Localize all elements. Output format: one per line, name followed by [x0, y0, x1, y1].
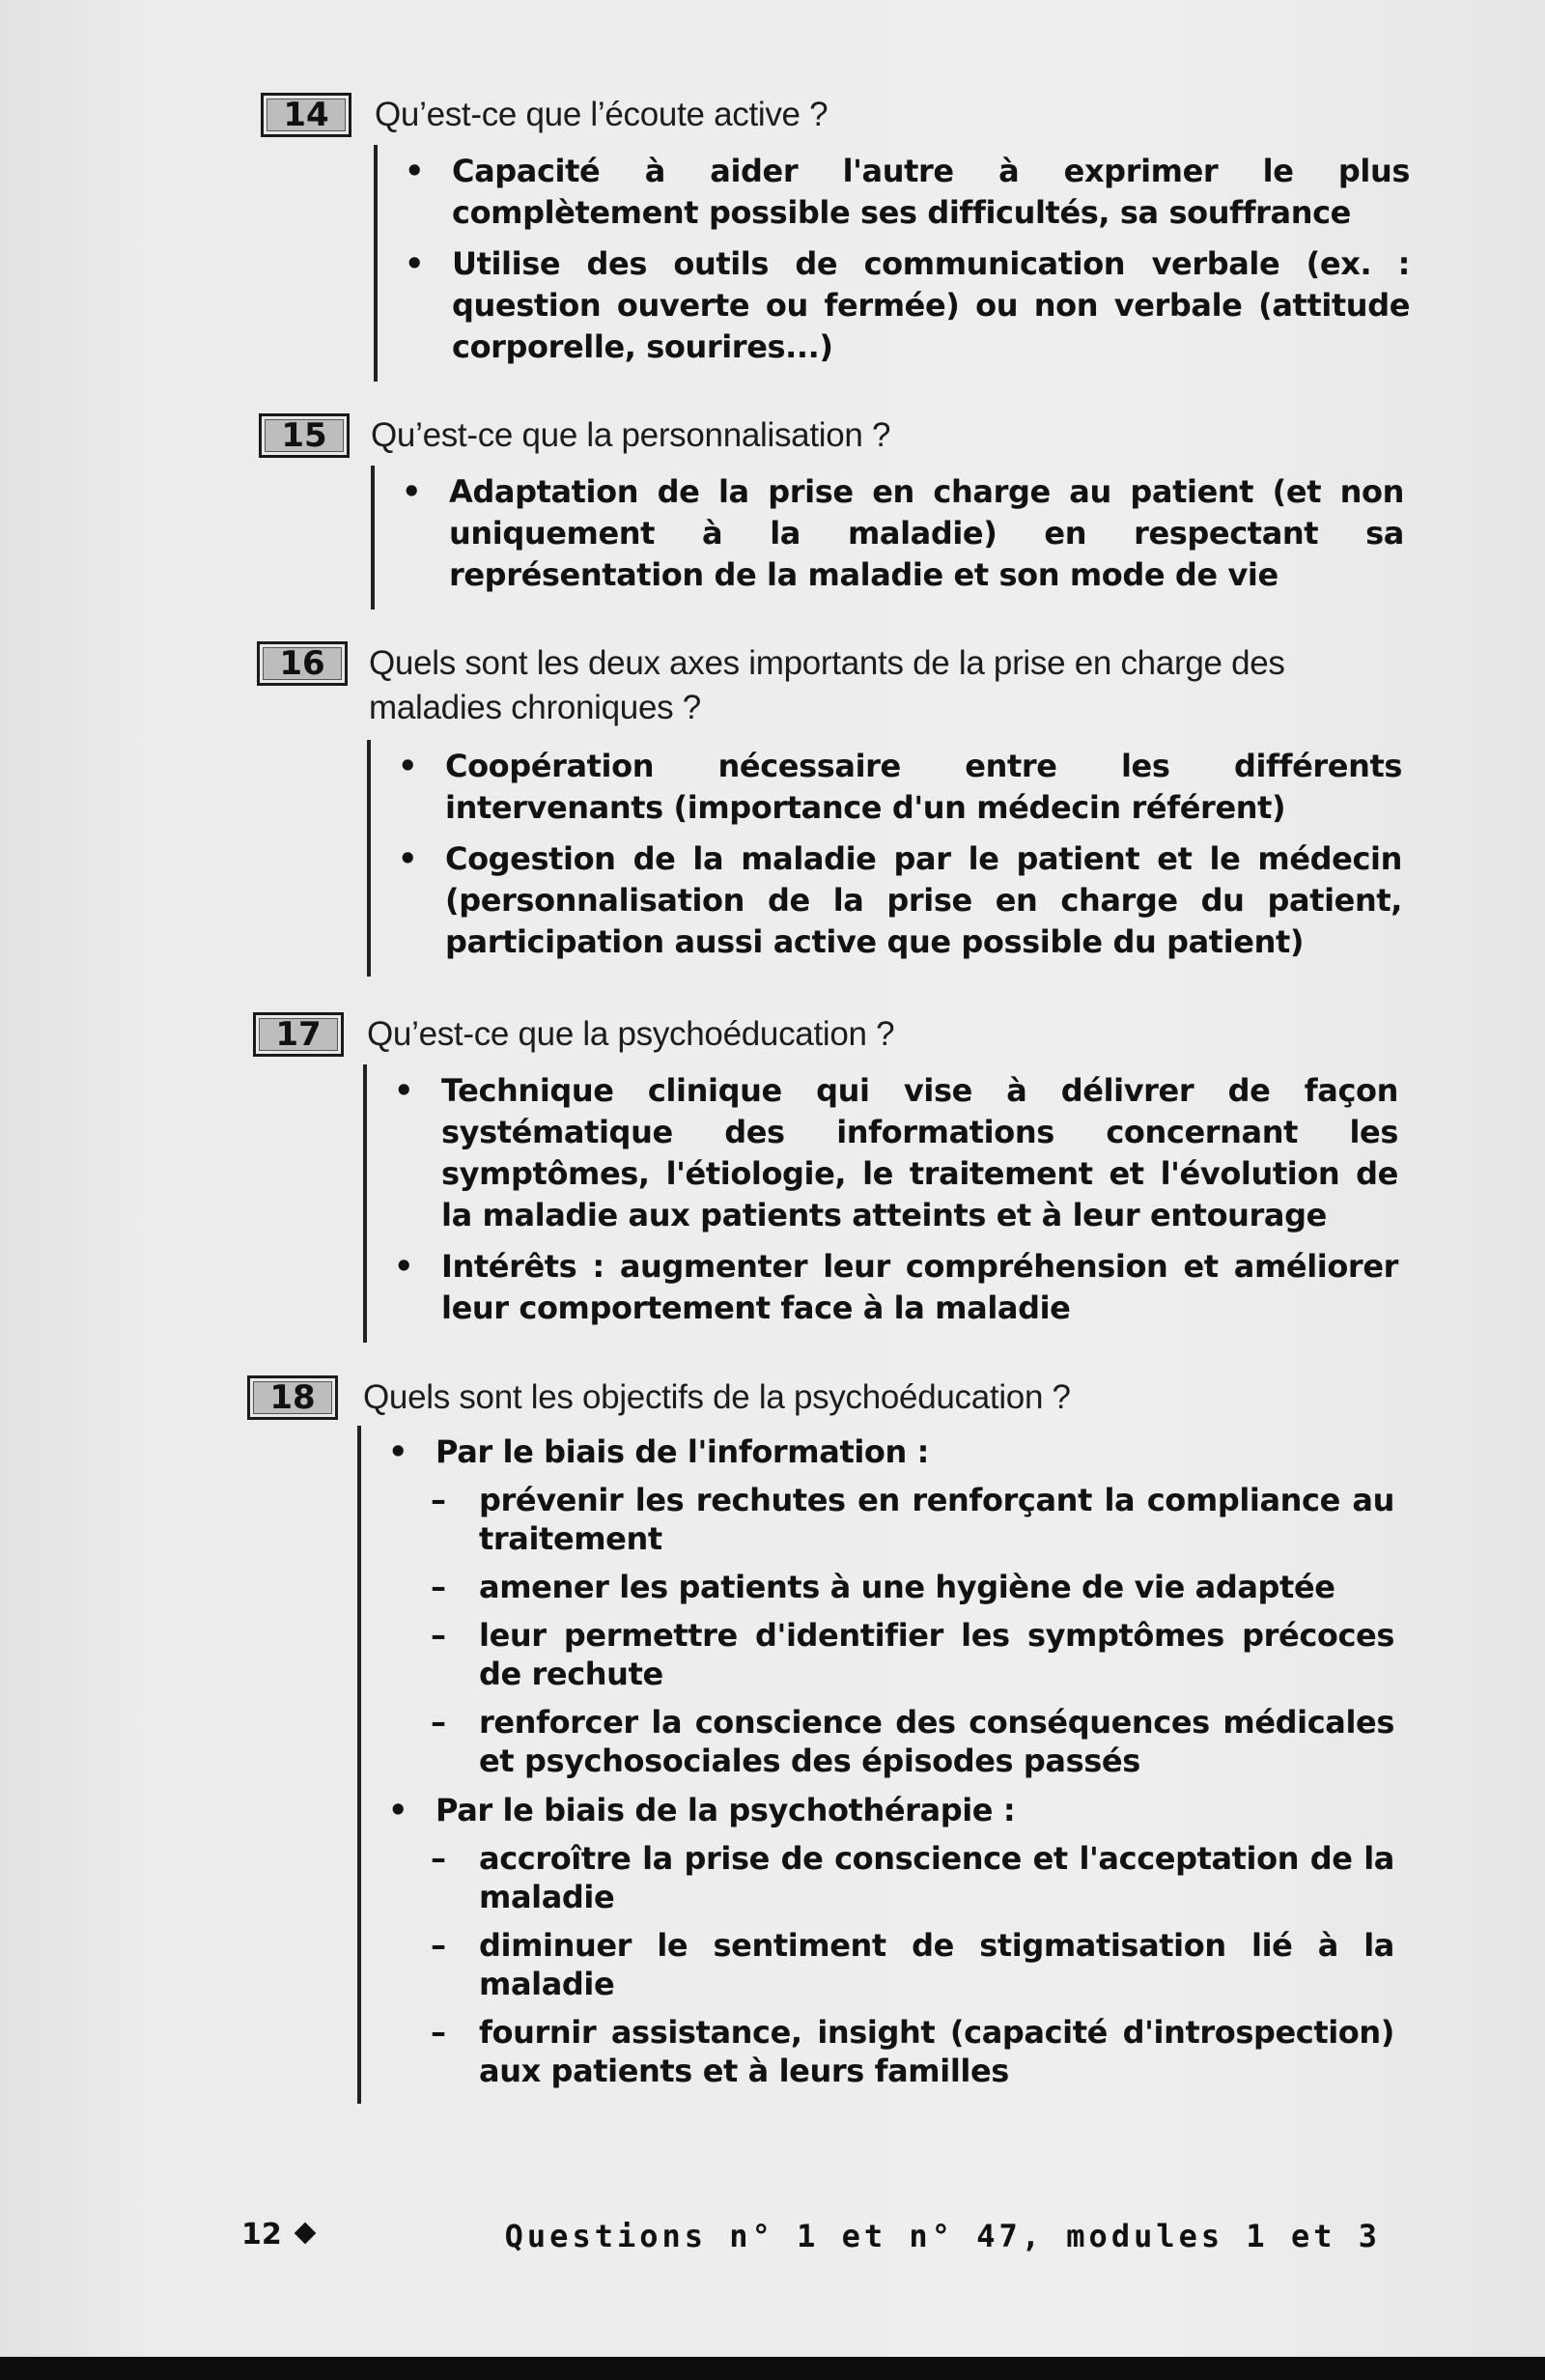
question-header	[257, 641, 1402, 730]
answer-bullet: • Technique clinique qui vise à délivrer de façon systématique des informations concernant les symptômes, l'étiologie, le traitement et l'évolution de la maladie aux patients atteints et à leur entourage	[386, 1070, 1398, 1236]
question-header	[247, 1375, 1394, 1420]
page-number: 12	[241, 2218, 282, 2252]
question-18	[247, 1375, 1394, 2104]
question-number-box: 14	[261, 93, 351, 137]
objective-item: – renforcer la conscience des conséquences médicales et psychosociales des épisodes passés	[380, 1703, 1394, 1780]
diamond-icon	[295, 2223, 317, 2245]
question-header	[253, 1012, 1398, 1057]
question-15	[259, 413, 1404, 609]
objective-item: – diminuer le sentiment de stigmatisation lié à la maladie	[380, 1926, 1394, 2003]
answer-bullet: • Intérêts : augmenter leur compréhension et améliorer leur comportement face à la maladie	[386, 1246, 1398, 1329]
answer-block	[367, 740, 1402, 977]
question-number-box: 17	[253, 1012, 344, 1057]
objective-item: – amener les patients à une hygiène de vie adaptée	[380, 1568, 1394, 1606]
answer-block	[371, 466, 1404, 609]
question-text: Qu’est-ce que la personnalisation ?	[371, 416, 891, 454]
answer-bullet: • Utilise des outils de communication verbale (ex. : question ouverte ou fermée) ou non verbale (attitude corporelle, sourires...)	[397, 243, 1410, 368]
objective-item: – prévenir les rechutes en renforçant la compliance au traitement	[380, 1481, 1394, 1558]
running-footer: Questions n° 1 et n° 47, modules 1 et 3	[504, 2218, 1381, 2254]
question-14	[261, 93, 1410, 382]
question-number-box: 15	[259, 413, 350, 458]
answer-block	[363, 1064, 1398, 1343]
question-number-box: 16	[257, 641, 348, 686]
answer-bullet: • Capacité à aider l'autre à exprimer le plus complètement possible ses difficultés, sa souffrance	[397, 151, 1410, 234]
objective-item: – leur permettre d'identifier les symptômes précoces de rechute	[380, 1616, 1394, 1693]
answer-bullet: • Cogestion de la maladie par le patient et le médecin (personnalisation de la prise en charge du patient, participation aussi active que possible du patient)	[390, 838, 1402, 963]
answer-block	[374, 145, 1410, 382]
scan-bottom-edge	[0, 2357, 1545, 2380]
question-17	[253, 1012, 1398, 1343]
question-16	[257, 641, 1402, 977]
question-text: Quels sont les objectifs de la psychoéducation ?	[363, 1378, 1071, 1416]
question-number-box: 18	[247, 1375, 338, 1420]
answer-bullet: • Coopération nécessaire entre les différents intervenants (importance d'un médecin référent)	[390, 746, 1402, 829]
question-header	[259, 413, 1404, 458]
objective-item: – fournir assistance, insight (capacité d'introspection) aux patients et à leurs familles	[380, 2013, 1394, 2090]
answer-block	[357, 1426, 1394, 2104]
question-text: Qu’est-ce que la psychoéducation ?	[367, 1015, 895, 1053]
answer-bullet: • Adaptation de la prise en charge au patient (et non uniquement à la maladie) en respectant sa représentation de la maladie et son mode de vie	[394, 471, 1404, 596]
question-text: Quels sont les deux axes importants de la prise en charge des maladies chroniques ?	[369, 644, 1285, 726]
objective-group-label: • Par le biais de la psychothérapie :	[380, 1790, 1394, 1831]
objective-item: – accroître la prise de conscience et l'acceptation de la maladie	[380, 1839, 1394, 1916]
question-text: Qu’est-ce que l’écoute active ?	[375, 96, 829, 133]
objective-group-label: • Par le biais de l'information :	[380, 1431, 1394, 1473]
question-header	[261, 93, 1410, 137]
page-footer	[241, 2218, 1381, 2260]
